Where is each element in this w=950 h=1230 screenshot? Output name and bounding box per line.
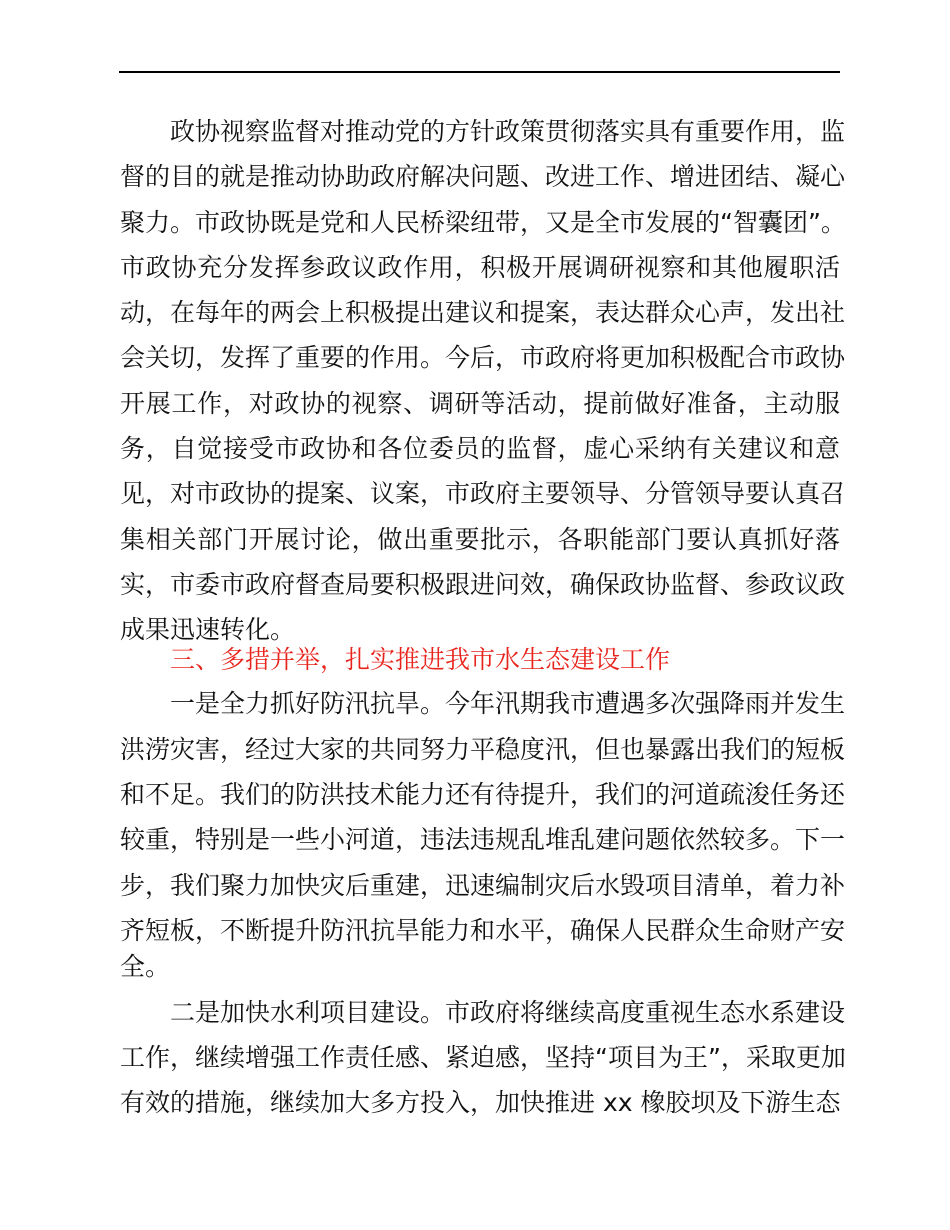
paragraph-line: 督的目的就是推动协助政府解决问题、改进工作、增进团结、凝心 [120, 162, 846, 191]
paragraph-line: 集相关部门开展讨论，做出重要批示，各职能部门要认真抓好落 [120, 525, 840, 554]
paragraph-line: 市政协充分发挥参政议政作用，积极开展调研视察和其他履职活 [120, 253, 840, 282]
paragraph-line: 二是加快水利项目建设。市政府将继续高度重视生态水系建设 [170, 998, 846, 1027]
paragraph-line: 实，市委市政府督查局要积极跟进问效，确保政协监督、参政议政 [120, 570, 846, 599]
paragraph-line: 齐短板，不断提升防汛抗旱能力和水平，确保人民群众生命财产安 [120, 916, 846, 945]
paragraph-line: 全。 [120, 952, 171, 981]
paragraph-line: 政协视察监督对推动党的方针政策贯彻落实具有重要作用，监 [170, 117, 846, 146]
paragraph-line: 见，对市政协的提案、议案，市政府主要领导、分管领导要认真召 [120, 479, 846, 508]
paragraph-line: 开展工作，对政协的视察、调研等活动，提前做好准备，主动服 [120, 389, 840, 418]
paragraph-line: 务，自觉接受市政协和各位委员的监督，虚心采纳有关建议和意 [120, 434, 840, 463]
paragraph-line: 步，我们聚力加快灾后重建，迅速编制灾后水毁项目清单，着力补 [120, 871, 846, 900]
paragraph-line: 工作，继续增强工作责任感、紧迫感，坚持“项目为王”，采取更加 [120, 1043, 846, 1072]
paragraph-line: 动，在每年的两会上积极提出建议和提案，表达群众心声，发出社 [120, 298, 846, 327]
paragraph-line: 一是全力抓好防汛抗旱。今年汛期我市遭遇多次强降雨并发生 [170, 689, 846, 718]
paragraph-line: 较重，特别是一些小河道，违法违规乱堆乱建问题依然较多。下一 [120, 825, 846, 854]
paragraph-line: 聚力。市政协既是党和人民桥梁纽带，又是全市发展的“智囊团”。 [120, 208, 846, 237]
section-heading: 三、多措并举，扎实推进我市水生态建设工作 [170, 645, 671, 674]
paragraph-line: 和不足。我们的防洪技术能力还有待提升，我们的河道疏浚任务还 [120, 780, 846, 809]
paragraph-line: 有效的措施，继续加大多方投入，加快推进 xx 橡胶坝及下游生态 [120, 1088, 841, 1117]
paragraph-line: 成果迅速转化。 [120, 615, 296, 644]
header-rule [119, 71, 840, 73]
paragraph-line: 洪涝灾害，经过大家的共同努力平稳度汛，但也暴露出我们的短板 [120, 735, 846, 764]
paragraph-line: 会关切，发挥了重要的作用。今后，市政府将更加积极配合市政协 [120, 343, 846, 372]
